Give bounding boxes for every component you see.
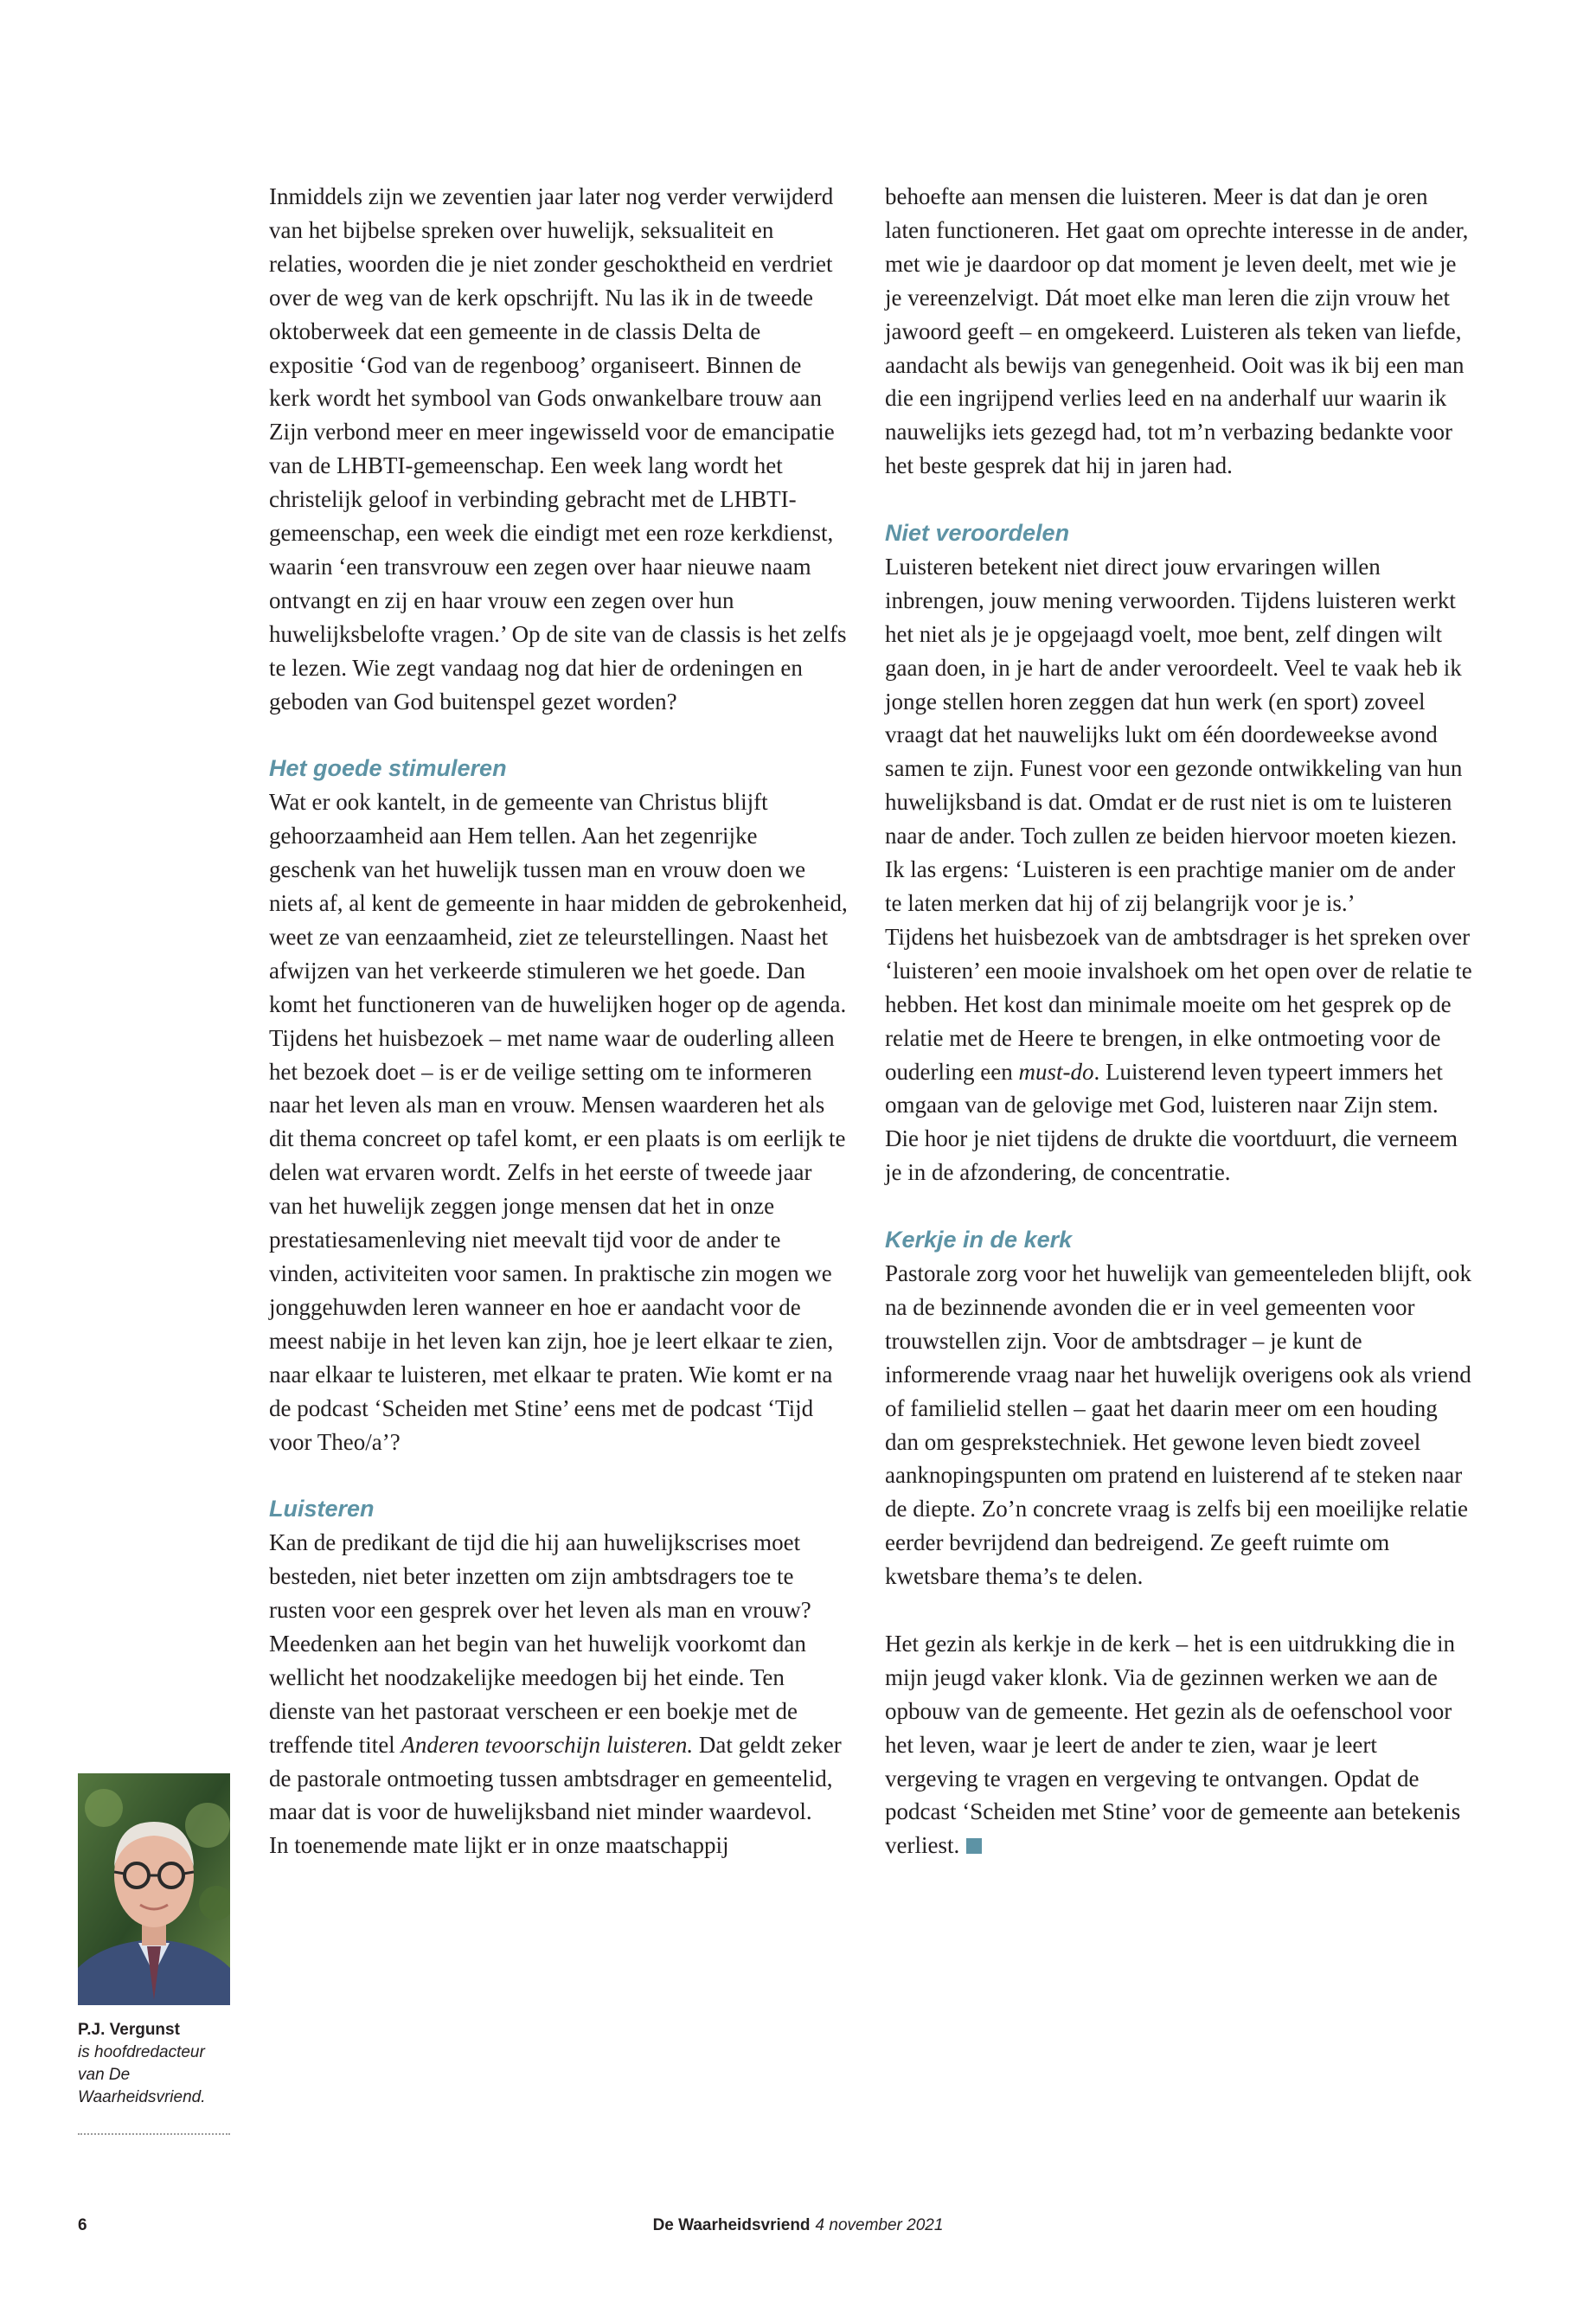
paragraph: Luisteren betekent niet direct jouw ervaringen willen inbrengen, jouw mening verwoorden. Tijdens luisteren werkt het niet als je je opgejaagd voelt, moe bent, zelf dingen wilt gaan doen, in je hart de ander veroordeelt. Veel te vaak heb ik jonge stellen horen zeggen dat hun werk (en sport) zoveel vraagt dat het nauwelijks lukt om één doordeweekse avond samen te zijn. Funest voor een gezonde ontwikkeling van hun huwelijksband is dat. Omdat er de rust niet is om te luisteren naar de ander. Toch zullen ze beiden hiervoor moeten kiezen. Ik las ergens: ‘Luisteren is een prachtige manier om de ander te laten merken dat hij of zij belangrijk voor je is.’ (885, 553, 1463, 917)
paragraph: Tijdens het huisbezoek – met name waar de ouderling alleen het bezoek doet – is er de veilige setting om te informeren naar het leven als man en vrouw. Mensen waarderen het als dit thema concreet op tafel komt, er een plaats is om eerlijk te delen wat ervaren wordt. Zelfs in het eerste of tweede jaar van het huwelijk zeggen jonge mensen dat het in onze prestatiesamenleving niet meevalt tijd voor de ander te vinden, activiteiten voor samen. In praktische zin mogen we jonggehuwden leren wanneer en hoe er aandacht voor de meest nabije in het leven kan zijn, hoe je leert elkaar te zien, naar elkaar te luisteren, met elkaar te praten. Wie komt er na de podcast ‘Scheiden met Stine’ eens met de podcast ‘Tijd voor Theo/a’? (269, 1024, 846, 1455)
section-heading: Luisteren (269, 1496, 375, 1522)
article-column-right (885, 180, 1473, 1862)
caption-divider (78, 2133, 230, 2135)
paragraph: Wat er ook kantelt, in de gemeente van Christus blijft gehoorzaamheid aan Hem tellen. Aan het zegenrijke geschenk van het huwelijk tussen man en vrouw doen we niets af, al kent de gemeente in haar midden de gebrokenheid, weet ze van eenzaamheid, ziet ze teleurstellingen. Naast het afwijzen van het verkeerde stimuleren we het goede. Dan komt het functioneren van de huwelijken hoger op de agenda. (269, 789, 848, 1017)
author-photo (78, 1773, 230, 2005)
paragraph: behoefte aan mensen die luisteren. Meer is dat dan je oren laten functioneren. Het gaat om oprechte interesse in de ander, met wie je daardoor op dat moment je leven deelt, met wie je je vereenzelvigt. Dát moet elke man leren die zijn vrouw het jawoord geeft – en omgekeerd. Luisteren als teken van liefde, aandacht als bewijs van genegenheid. Ooit was ik bij een man die een ingrijpend verlies leed en na anderhalf uur waarin ik nauwelijks iets gezegd had, tot m’n verbazing bedankte voor het beste gesprek dat hij in jaren had. (885, 183, 1469, 479)
paragraph: Pastorale zorg voor het huwelijk van gemeenteleden blijft, ook na de bezinnende avonden die er in veel gemeenten voor trouwstellen zijn. Voor de ambtsdrager – je kunt de informerende vraag naar het huwelijk overigens ook als vriend of familielid stellen – gaat het daarin meer om een houding dan om gesprekstechniek. Het gewone leven biedt zoveel aanknopingspunten om pratend en luisterend af te steken naar de diepte. Zo’n concrete vraag is zelfs bij een moeilijke relatie eerder bevrijdend dan bedreigend. Ze geeft ruimte om kwetsbare thema’s te delen. (885, 1259, 1472, 1590)
footer-magazine (0, 2216, 1596, 2235)
end-mark-icon (966, 1838, 982, 1854)
paragraph: Het gezin als kerkje in de kerk – het is een uitdrukking die in mijn jeugd vaker klonk. Via de gezinnen werken we aan de opbouw van de gemeente. Het gezin als de oefenschool voor het leven, waar je leert de ander te zien, waar je leert vergeving te vragen en vergeving te ontvangen. Opdat de podcast ‘Scheiden met Stine’ voor de gemeente aan betekenis verliest. (885, 1630, 1461, 1859)
author-name: P.J. Vergunst (78, 2021, 180, 2039)
paragraph: Kan de predikant de tijd die hij aan huwelijkscrises moet besteden, niet beter inzetten om zijn ambtsdragers toe te rusten voor een gesprek over het leven als man en vrouw? Meedenken aan het begin van het huwelijk voorkomt dan wellicht het noodzakelijke meedogen bij het einde. Ten dienste van het pastoraat verscheen er een boekje met de treffende titel Anderen tevoorschijn luisteren. Dat geldt zeker de pastorale ontmoeting tussen ambtsdrager en gemeentelid, maar dat is voor de huwelijksband niet minder waardevol. (269, 1529, 842, 1825)
section-heading: Het goede stimuleren (269, 755, 507, 782)
author-role: is hoofdredacteur van De Waarheidsvriend. (78, 2043, 206, 2106)
paragraph: Inmiddels zijn we zeventien jaar later nog verder verwijderd van het bijbelse spreken over huwelijk, seksualiteit en relaties, woorden die je niet zonder geschoktheid en verdriet over de weg van de kerk opschrijft. Nu las ik in de tweede oktoberweek dat een gemeente in de classis Delta de expositie ‘God van de regenboog’ organiseert. Binnen de kerk wordt het symbool van Gods onwankelbare trouw aan Zijn verbond meer en meer ingewisseld voor de emancipatie van de LHBTI-gemeenschap. Een week lang wordt het christelijk geloof in verbinding gebracht met de LHBTI-gemeenschap, een week die eindigt met een roze kerkdienst, waarin ‘een transvrouw een zegen over haar nieuwe naam ontvangt en zij en haar vrouw een zegen over hun huwelijksbelofte vragen.’ Op de site van de classis is het zelfs te lezen. Wie zegt vandaag nog dat hier de ordeningen en geboden van God buitenspel gezet worden? (269, 183, 847, 715)
magazine-name: De Waarheidsvriend (652, 2216, 811, 2234)
emphasis: must-do (1018, 1058, 1094, 1085)
section-heading: Niet veroordelen (885, 520, 1070, 547)
book-title: Anderen tevoorschijn luisteren. (401, 1731, 694, 1758)
issue-date: 4 november 2021 (815, 2216, 944, 2234)
section-heading: Kerkje in de kerk (885, 1227, 1073, 1253)
article-column-left (269, 180, 849, 1862)
author-caption (78, 2019, 230, 2109)
paragraph: In toenemende mate lijkt er in onze maatschappij (269, 1832, 729, 1859)
paragraph: Tijdens het huisbezoek van de ambtsdrager is het spreken over ‘luisteren’ een mooie invalshoek om het open over de relatie te hebben. Het kost dan minimale moeite om het gesprek op de relatie met de Heere te brengen, in elke ontmoeting voor de ouderling een must-do. Luisterend leven typeert immers het omgaan van de gelovige met God, luisteren naar Zijn stem. Die hoor je niet tijdens de drukte die voortduurt, die verneem je in de afzondering, de concentratie. (885, 923, 1472, 1186)
page-number: 6 (78, 2216, 87, 2234)
